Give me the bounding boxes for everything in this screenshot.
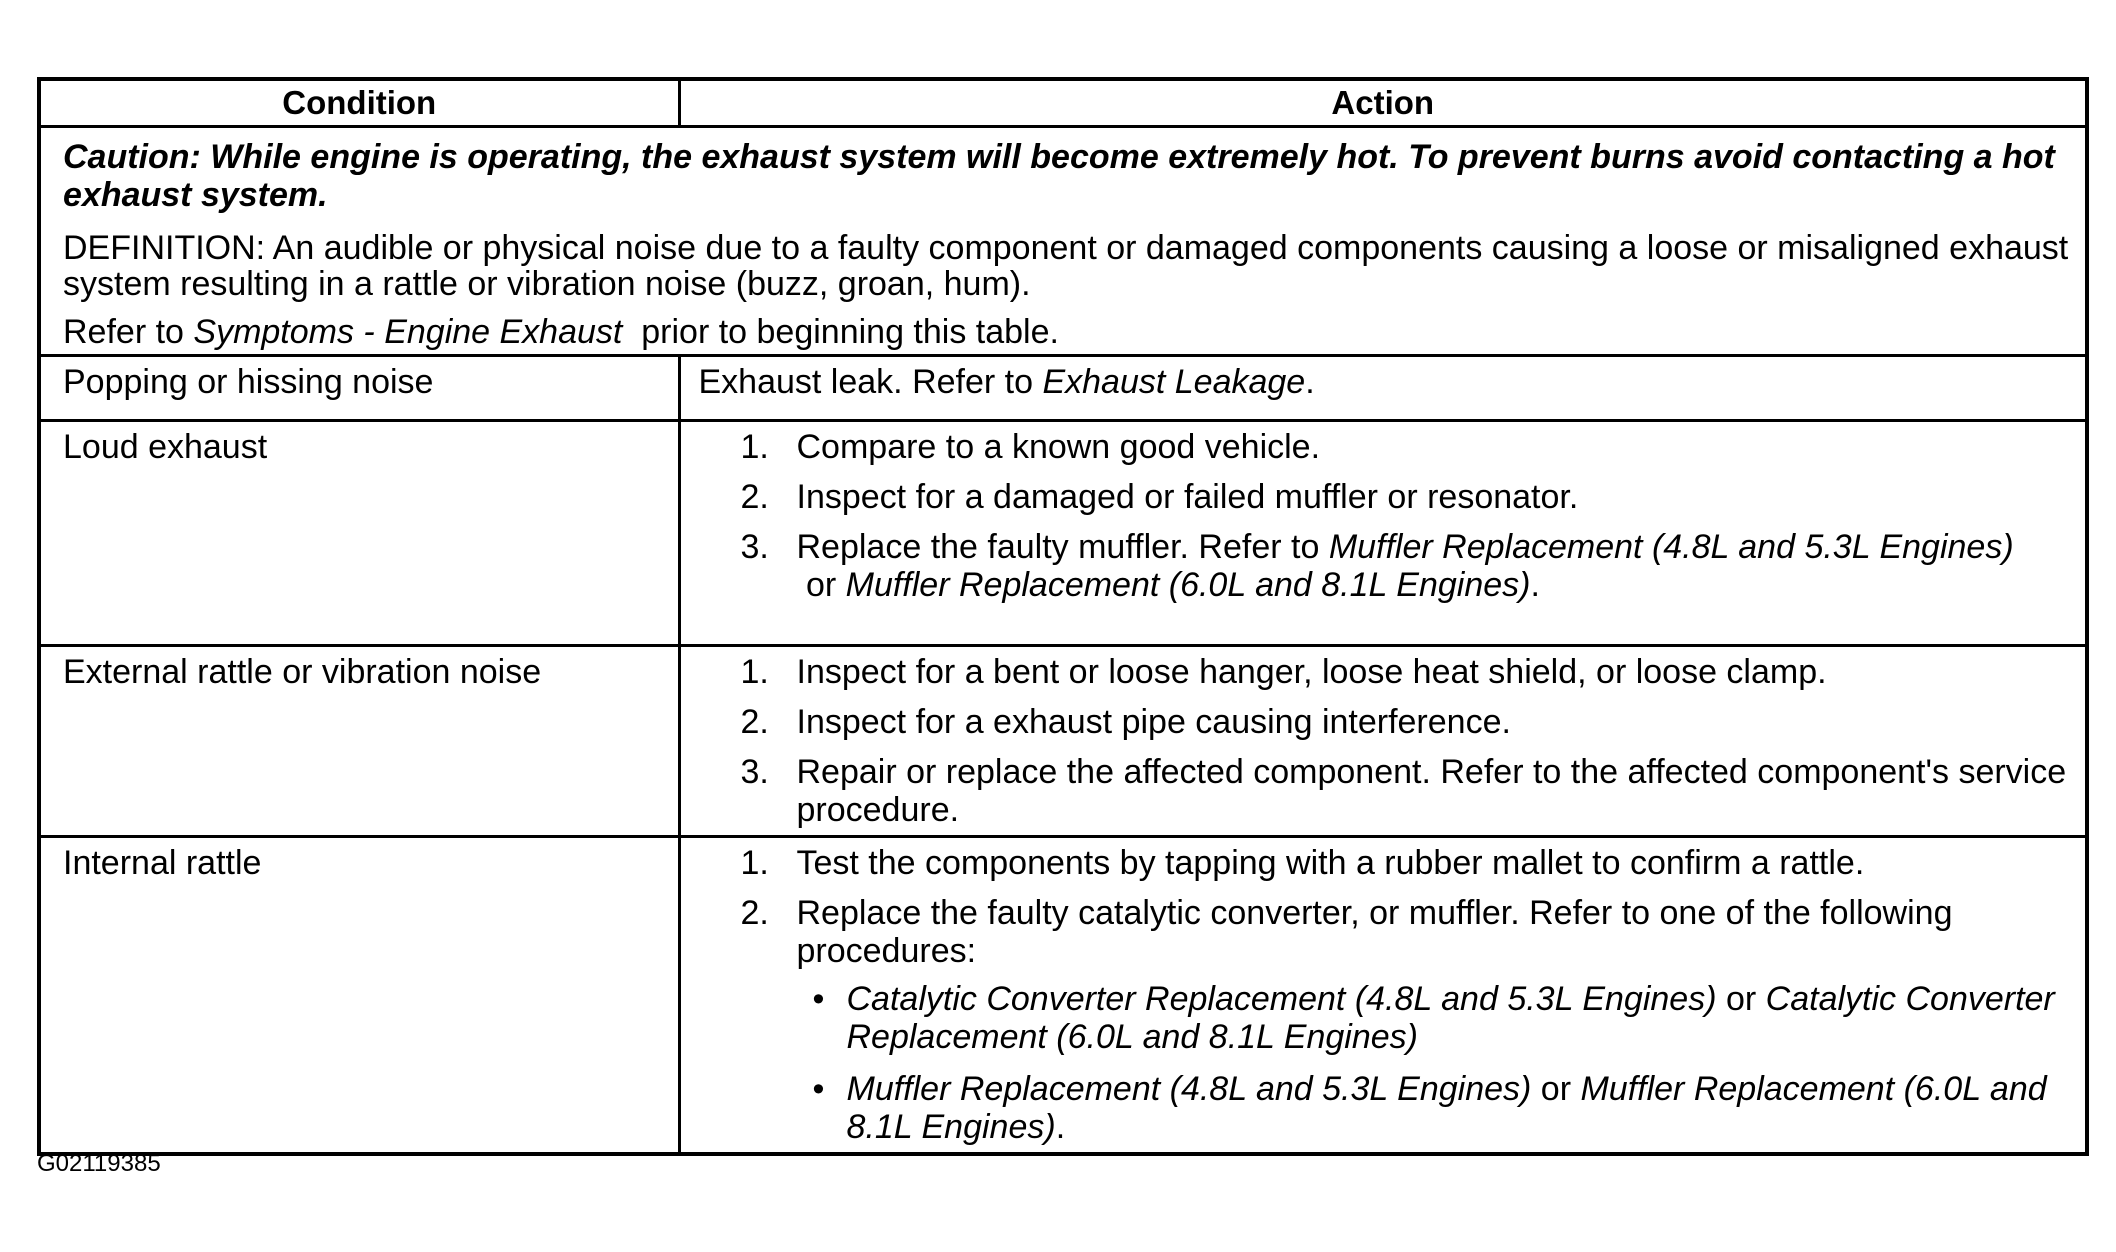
- procedure-bullet: [797, 1070, 2076, 1146]
- step-item: [699, 428, 2076, 466]
- step-list: [699, 844, 2076, 1146]
- refer-link[interactable]: Symptoms - Engine Exhaust: [193, 313, 623, 351]
- condition-cell: Loud exhaust: [39, 421, 679, 646]
- step-number: 2.: [740, 703, 769, 741]
- bullet-text-end: .: [1055, 1108, 1066, 1146]
- procedure-link[interactable]: Catalytic Converter Replacement (4.8L and 5.3L Engines): [846, 980, 1717, 1018]
- step-text: Inspect for a bent or loose hanger, loose heat shield, or loose clamp.: [796, 653, 1827, 691]
- step-text: Inspect for a exhaust pipe causing interference.: [796, 703, 1511, 741]
- step-number: 3.: [740, 528, 769, 566]
- intro-cell: [39, 127, 2087, 356]
- procedure-link[interactable]: Muffler Replacement (4.8L and 5.3L Engines): [846, 1070, 1532, 1108]
- procedure-link[interactable]: Muffler Replacement (6.0L and 8.1L Engines): [846, 1070, 2047, 1146]
- step-item: [699, 703, 2076, 741]
- procedure-link[interactable]: Muffler Replacement (6.0L and 8.1L Engines): [845, 566, 1531, 604]
- step-list: [699, 428, 2076, 604]
- step-text: Inspect for a damaged or failed muffler or resonator.: [796, 478, 1579, 516]
- step-text: Test the components by tapping with a rubber mallet to confirm a rattle.: [796, 844, 1865, 882]
- refer-prefix: Refer to: [63, 313, 194, 351]
- header-row: [39, 79, 2087, 127]
- caution-text: Caution: While engine is operating, the exhaust system will become extremely hot. To prevent burns avoid contacting a hot exhaust system.: [63, 138, 2055, 214]
- intro-row: [39, 127, 2087, 356]
- procedure-link[interactable]: Catalytic Converter Replacement (6.0L and 8.1L Engines): [846, 980, 2055, 1056]
- step-number: 3.: [740, 753, 769, 791]
- bullet-text-mid: or: [1716, 980, 1766, 1018]
- step-text: Compare to a known good vehicle.: [796, 428, 1321, 466]
- procedure-bullet-list: [797, 980, 2076, 1146]
- procedure-link[interactable]: Muffler Replacement (4.8L and 5.3L Engines): [1328, 528, 2014, 566]
- action-cell: [679, 837, 2087, 1155]
- table-row: [39, 421, 2087, 646]
- bullet-text-mid: or: [1531, 1070, 1581, 1108]
- step-text: Replace the faulty catalytic converter, or muffler. Refer to one of the following procedures:: [796, 894, 1953, 970]
- diagnostic-table-container: [37, 77, 2085, 1156]
- condition-cell: Popping or hissing noise: [39, 356, 679, 421]
- table-row: [39, 646, 2087, 837]
- refer-text: [63, 314, 2077, 350]
- table-row: [39, 356, 2087, 421]
- step-text-pre: Replace the faulty muffler. Refer to: [796, 528, 1329, 566]
- action-end: .: [1305, 363, 1315, 401]
- step-item: [699, 753, 2076, 829]
- step-item: [699, 528, 2076, 604]
- bullet-icon: •: [812, 980, 825, 1018]
- action-header: Action: [679, 79, 2087, 127]
- definition-text: DEFINITION: An audible or physical noise due to a faulty component or damaged components causing a loose or misaligned exhaust system resulting in a rattle or vibration noise (buzz, groan, hum).: [63, 229, 2069, 303]
- procedure-bullet: [797, 980, 2076, 1056]
- step-number: 1.: [740, 844, 769, 882]
- action-cell: [679, 421, 2087, 646]
- diagnostic-table: [37, 77, 2089, 1156]
- action-cell: [679, 356, 2087, 421]
- refer-suffix: prior to beginning this table.: [622, 313, 1059, 351]
- action-cell: [679, 646, 2087, 837]
- condition-header: Condition: [39, 79, 679, 127]
- step-item: [699, 478, 2076, 516]
- step-number: 1.: [740, 428, 769, 466]
- step-item: [699, 653, 2076, 691]
- action-text: Exhaust leak. Refer to: [698, 363, 1043, 401]
- step-list: [699, 653, 2076, 829]
- step-number: 2.: [740, 894, 769, 932]
- step-text: Repair or replace the affected component. Refer to the affected component's service procedure.: [796, 753, 2067, 829]
- condition-cell: Internal rattle: [39, 837, 679, 1155]
- bullet-icon: •: [812, 1070, 825, 1108]
- step-item: [699, 844, 2076, 882]
- figure-id: G02119385: [37, 1150, 161, 1177]
- step-number: 2.: [740, 478, 769, 516]
- step-number: 1.: [740, 653, 769, 691]
- step-text-end: .: [1530, 566, 1540, 604]
- action-link[interactable]: Exhaust Leakage: [1042, 363, 1306, 401]
- table-row: [39, 837, 2087, 1155]
- step-text-mid: or: [796, 566, 846, 604]
- condition-cell: External rattle or vibration noise: [39, 646, 679, 837]
- step-item: [699, 894, 2076, 1146]
